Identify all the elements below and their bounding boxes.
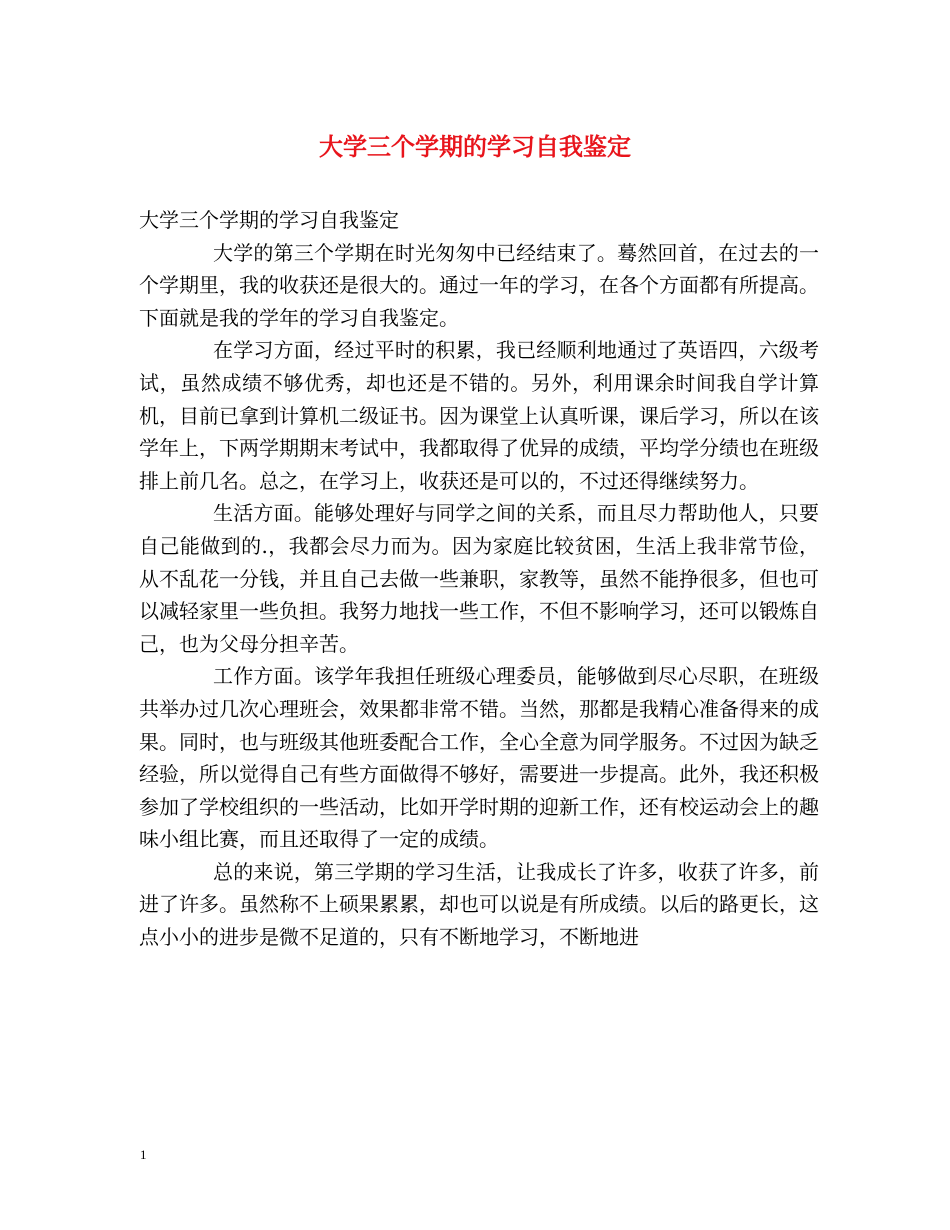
paragraph-study: 在学习方面，经过平时的积累，我已经顺利地通过了英语四，六级考试，虽然成绩不够优秀，却也还是不错的。另外，利用课余时间我自学计算机，目前已拿到计算机二级证书。因为课堂上认真听课，课后学习，所以在该学年上，下两学期期末考试中，我都取得了优异的成绩，平均学分绩也在班级排上前几名。总之，在学习上，收获还是可以的，不过还得继续努力。 [139,338,819,493]
page-number: 1 [140,1147,147,1162]
paragraph-summary: 总的来说，第三学期的学习生活，让我成长了许多，收获了许多，前进了许多。虽然称不上硕果累累，却也可以说是有所成绩。以后的路更长，这点小小的进步是微不足道的，只有不断地学习，不断地进 [139,859,819,950]
paragraph-life: 生活方面。能够处理好与同学之间的关系，而且尽力帮助他人，只要自己能做到的.，我都会尽力而为。因为家庭比较贫困，生活上我非常节俭，从不乱花一分钱，并且自己去做一些兼职，家教等，虽然不能挣很多，但也可以减轻家里一些负担。我努力地找一些工作，不但不影响学习，还可以锻炼自己，也为父母分担辛苦。 [139,501,819,656]
paragraph-intro: 大学的第三个学期在时光匆匆中已经结束了。蓦然回首，在过去的一个学期里，我的收获还是很大的。通过一年的学习，在各个方面都有所提高。下面就是我的学年的学习自我鉴定。 [139,240,819,330]
paragraph-work: 工作方面。该学年我担任班级心理委员，能够做到尽心尽职，在班级共举办过几次心理班会，效果都非常不错。当然，那都是我精心准备得来的成果。同时，也与班级其他班委配合工作，全心全意为同学服务。不过因为缺乏经验，所以觉得自己有些方面做得不够好，需要进一步提高。此外，我还积极参加了学校组织的一些活动，比如开学时期的迎新工作，还有校运动会上的趣味小组比赛，而且还取得了一定的成绩。 [139,664,819,852]
document-title: 大学三个学期的学习自我鉴定 [319,132,631,161]
document-subtitle: 大学三个学期的学习自我鉴定 [139,208,399,232]
document-body [139,204,819,954]
